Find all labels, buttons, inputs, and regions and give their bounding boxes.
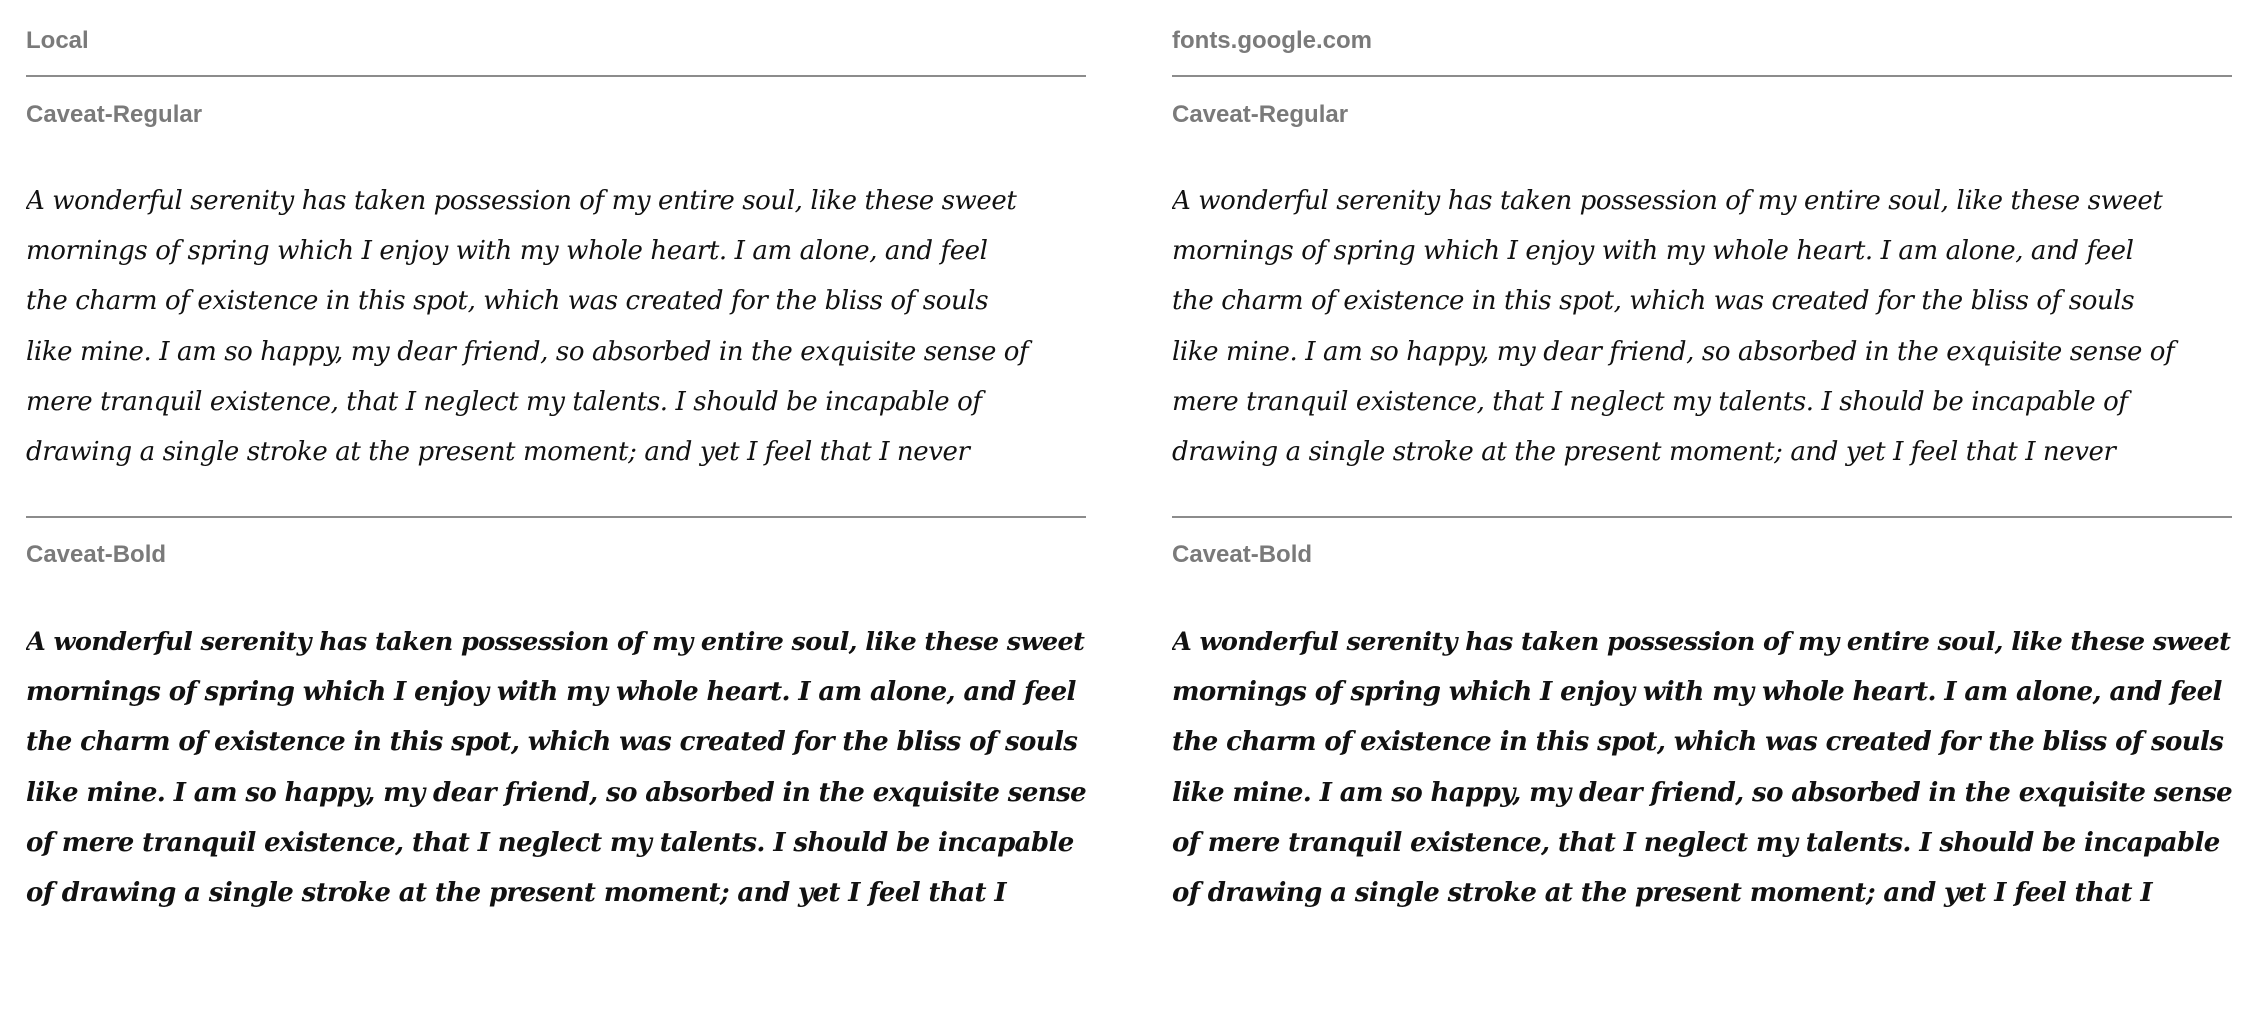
divider (26, 516, 1086, 518)
divider (1172, 75, 2232, 77)
sample-line: like mine. I am so happy, my dear friend, so absorbed in the exquisite sense (26, 777, 1087, 808)
sample-line: the charm of existence in this spot, which was created for the bliss of souls (1172, 727, 2224, 758)
sample-line: A wonderful serenity has taken possession of my entire soul, like these sweet (1172, 186, 2163, 216)
sample-line: the charm of existence in this spot, which was created for the bliss of souls (1172, 286, 2135, 317)
sample-line: like mine. I am so happy, my dear friend, so absorbed in the exquisite sense (1172, 777, 2233, 808)
font-name-regular: Caveat-Regular (26, 101, 203, 128)
font-name-regular: Caveat-Regular (1172, 101, 1349, 128)
sample-line: the charm of existence in this spot, which was created for the bliss of souls (26, 727, 1078, 758)
sample-line: mornings of spring which I enjoy with my whole heart. I am alone, and feel (26, 677, 1076, 708)
sample-text-regular (26, 176, 1088, 477)
sample-line: A wonderful serenity has taken possession of my entire soul, like these sweet (1172, 627, 2231, 657)
sample-line: of drawing a single stroke at the present moment; and yet I feel that I (1172, 878, 2152, 909)
divider (1172, 516, 2232, 518)
sample-text-regular (1172, 176, 2234, 477)
font-name-bold: Caveat-Bold (26, 541, 167, 568)
sample-line: like mine. I am so happy, my dear friend, so absorbed in the exquisite sense of (1172, 336, 2175, 367)
font-name-bold: Caveat-Bold (1172, 541, 1313, 568)
source-label: fonts.google.com (1172, 27, 1372, 54)
source-label: Local (26, 27, 89, 54)
sample-line: of drawing a single stroke at the present moment; and yet I feel that I (26, 878, 1006, 909)
sample-line: like mine. I am so happy, my dear friend, so absorbed in the exquisite sense of (26, 336, 1029, 367)
sample-line: mere tranquil existence, that I neglect my talents. I should be incapable of (1172, 386, 2128, 417)
sample-text-bold (1172, 617, 2234, 918)
sample-line: mornings of spring which I enjoy with my whole heart. I am alone, and feel (1172, 236, 2134, 267)
sample-text-bold (26, 617, 1088, 918)
sample-line: A wonderful serenity has taken possession of my entire soul, like these sweet (26, 186, 1017, 216)
sample-line: drawing a single stroke at the present moment; and yet I feel that I never (1172, 437, 2116, 468)
sample-line: mere tranquil existence, that I neglect my talents. I should be incapable of (26, 386, 982, 417)
divider (26, 75, 1086, 77)
sample-line: mornings of spring which I enjoy with my whole heart. I am alone, and feel (1172, 677, 2222, 708)
sample-line: drawing a single stroke at the present moment; and yet I feel that I never (26, 437, 970, 468)
sample-line: the charm of existence in this spot, which was created for the bliss of souls (26, 286, 989, 317)
sample-line: of mere tranquil existence, that I neglect my talents. I should be incapable (26, 827, 1074, 858)
sample-line: A wonderful serenity has taken possession of my entire soul, like these sweet (26, 627, 1085, 657)
sample-line: of mere tranquil existence, that I neglect my talents. I should be incapable (1172, 827, 2220, 858)
sample-line: mornings of spring which I enjoy with my whole heart. I am alone, and feel (26, 236, 988, 267)
